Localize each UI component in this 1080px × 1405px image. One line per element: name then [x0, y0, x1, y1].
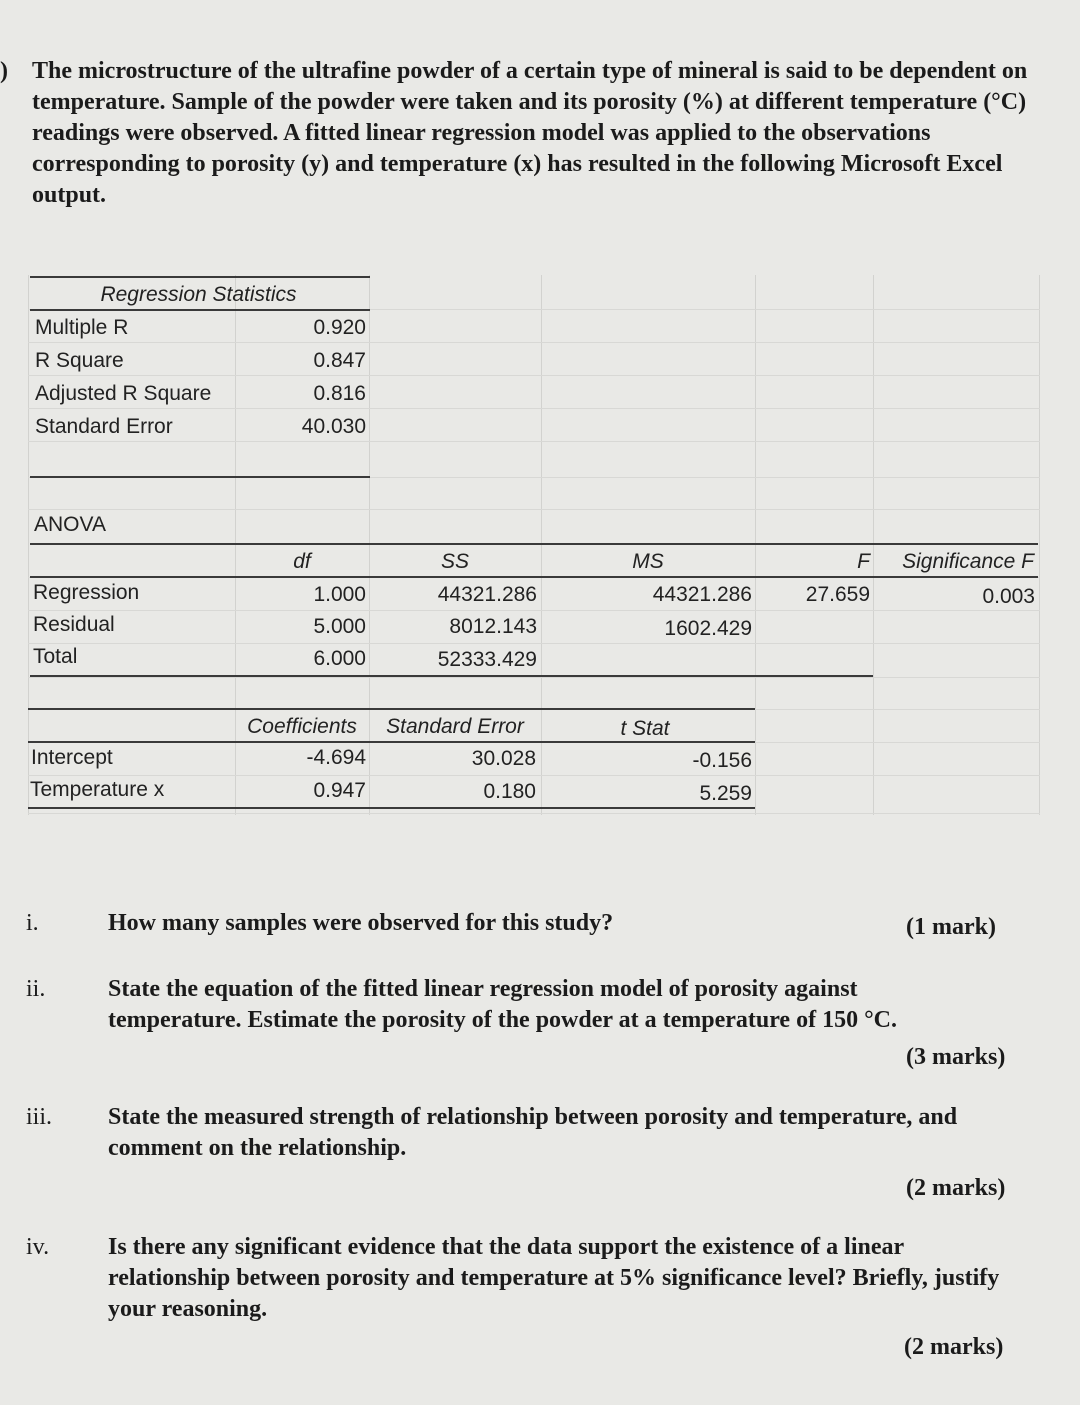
stat-label: Adjusted R Square: [35, 382, 212, 405]
anova-f: 27.659: [805, 583, 870, 606]
question-number: i.: [26, 910, 39, 936]
anova-ss: 44321.286: [437, 583, 537, 606]
coef-t-stat: -0.156: [692, 749, 752, 772]
anova-df: 6.000: [313, 647, 366, 670]
anova-header-f: F: [857, 550, 870, 573]
coef-standard-error: 0.180: [483, 780, 536, 803]
anova-ms: 1602.429: [664, 617, 752, 640]
anova-ms: 44321.286: [652, 583, 752, 606]
anova-header-significance-f: Significance F: [902, 550, 1034, 573]
anova-header-ss: SS: [440, 550, 469, 573]
question-intro: [0, 56, 1040, 211]
stat-value: 0.816: [313, 382, 366, 405]
question-marks: (2 marks): [906, 1175, 1006, 1201]
stat-label: R Square: [35, 349, 124, 372]
question-label: ): [0, 58, 8, 84]
anova-row-label: Total: [33, 645, 78, 668]
anova-title: ANOVA: [34, 513, 106, 536]
anova-ss: 52333.429: [437, 648, 537, 671]
anova-row-label: Regression: [33, 581, 140, 604]
stat-label: Multiple R: [35, 316, 129, 339]
coef-header-standard-error: Standard Error: [386, 715, 524, 738]
stat-value: 0.920: [313, 316, 366, 339]
question-marks: (2 marks): [904, 1334, 1004, 1360]
coef-row-label: Temperature x: [30, 778, 165, 801]
coef-value: 0.947: [313, 779, 366, 802]
question-marks: (3 marks): [906, 1044, 1006, 1070]
anova-header-df: df: [293, 550, 311, 573]
regression-statistics-title: Regression Statistics: [100, 283, 297, 306]
coef-standard-error: 30.028: [471, 747, 536, 770]
question-intro-text: The microstructure of the ultrafine powder of a certain type of mineral is said to be dependent on temperature. Sample of the powder were taken and its porosity (%) at different temperature (°C) readings were observed. A fitted linear regression model was applied to the observations corresponding to porosity (y) and temperature (x) has resulted in the following Microsoft Excel output.: [32, 58, 1028, 208]
anova-row-label: Residual: [33, 613, 115, 636]
anova-df: 1.000: [313, 583, 366, 606]
coef-t-stat: 5.259: [699, 782, 752, 805]
excel-regression-output: [28, 275, 1040, 815]
question-text: State the measured strength of relationship between porosity and temperature, and comment on the relationship.: [108, 1104, 958, 1161]
stat-value: 0.847: [313, 349, 366, 372]
coef-row-label: Intercept: [31, 746, 113, 769]
question-number: ii.: [26, 976, 46, 1002]
coef-value: -4.694: [306, 746, 366, 769]
question-number: iv.: [26, 1234, 50, 1260]
question-marks: (1 mark): [906, 914, 996, 940]
question-text: State the equation of the fitted linear regression model of porosity against temperature. Estimate the porosity of the powder at a temperature of 150 °C.: [108, 976, 897, 1033]
stat-value: 40.030: [301, 415, 366, 438]
anova-significance-f: 0.003: [982, 585, 1035, 608]
question-text: Is there any significant evidence that the data support the existence of a linear relationship between porosity and temperature at 5% significance level? Briefly, justify your reasoning.: [108, 1234, 1000, 1322]
coef-header-coefficients: Coefficients: [247, 715, 357, 738]
question-text: How many samples were observed for this study?: [108, 910, 614, 936]
anova-ss: 8012.143: [449, 615, 537, 638]
anova-df: 5.000: [313, 615, 366, 638]
coef-header-t-stat: t Stat: [620, 717, 670, 740]
anova-header-ms: MS: [632, 550, 664, 573]
question-number: iii.: [26, 1104, 53, 1130]
stat-label: Standard Error: [35, 415, 173, 438]
